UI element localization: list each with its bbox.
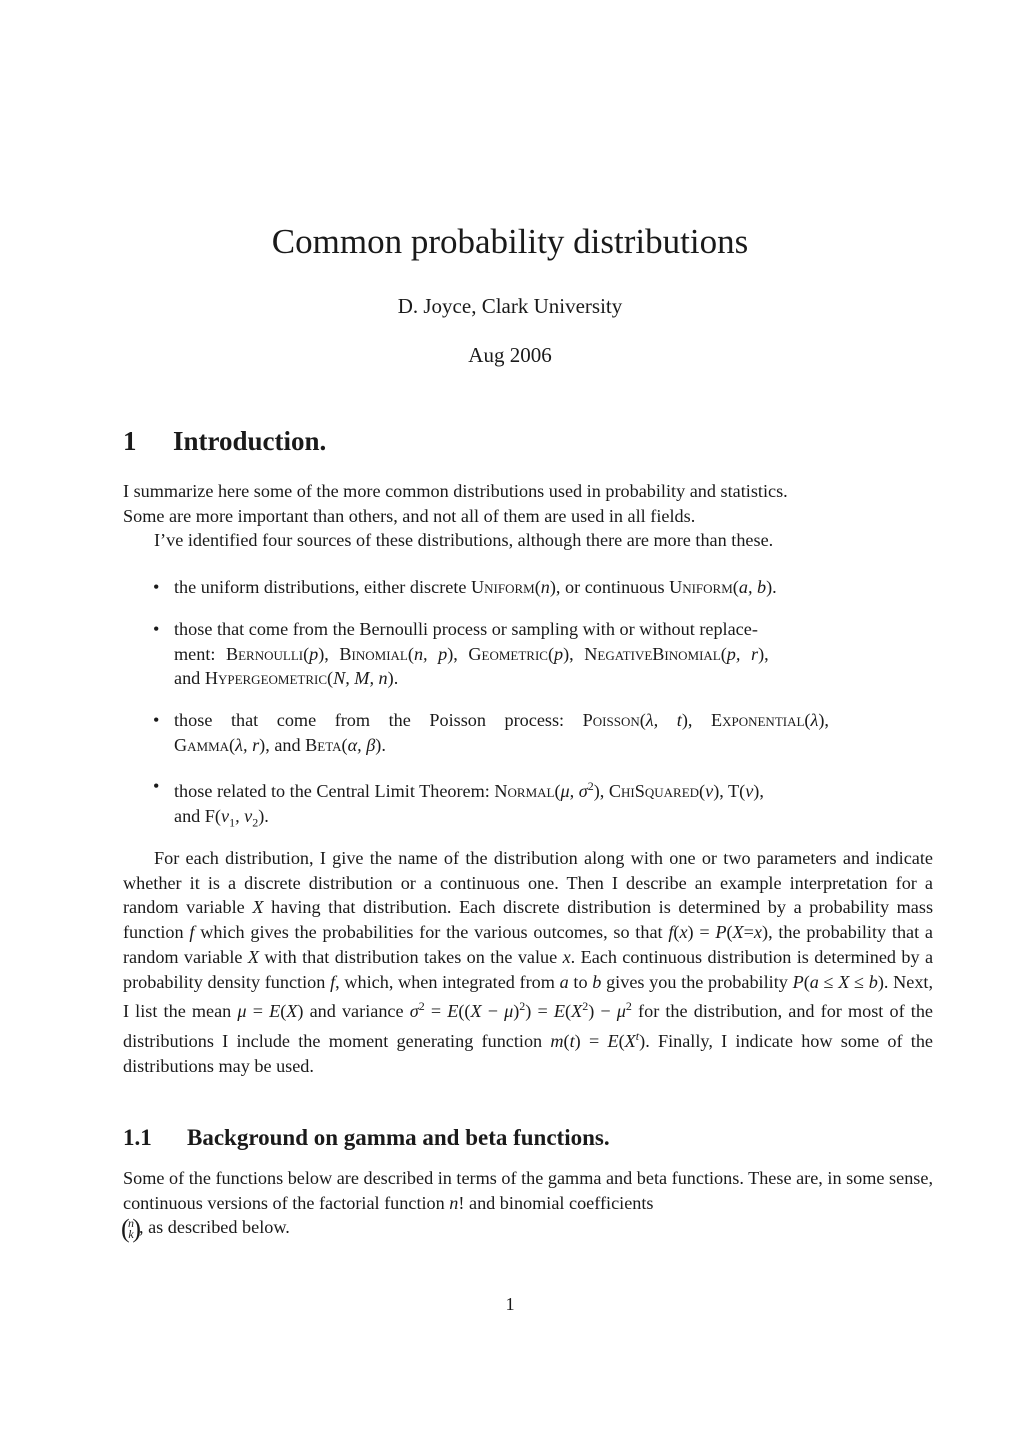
date-line: Aug 2006 — [468, 343, 552, 367]
intro-line-2: Some are more important than others, and not all of them are used in all fields. — [123, 505, 696, 526]
list-item-uniform: • the uniform distributions, either discrete Uniform(n), or continuous Uniform(a, b). — [174, 575, 933, 600]
bullet-icon: • — [153, 577, 160, 597]
subsection-number: 1.1 — [123, 1125, 152, 1150]
paper-title: Common probability distributions — [271, 222, 749, 261]
sources-paragraph: I’ve identified four sources of these distributions, although there are more than these. — [154, 530, 774, 550]
list-item-poisson: • those that come from the Poisson process: Poisson(λ, t), Exponential(λ), Gamma(λ, r), and Beta(α, β). — [153, 710, 829, 755]
page-number: 1 — [505, 1294, 515, 1314]
list-item-clt: • those related to the Central Limit Theorem: Normal(μ, $\sigma^2$), ChiSquared(ν), T(ν), and $F(\nu_1$, $\nu_2$). — [153, 776, 764, 830]
section-number: 1 — [123, 426, 137, 456]
section-heading-introduction — [123, 426, 326, 457]
section-title: Introduction. — [173, 426, 327, 456]
list-item-bernoulli: • those that come from the Bernoulli process or sampling with or without replace- ment: Bernoulli(p), Binomial(n, p), Geometric(p), NegativeBinomial(p, r), and Hypergeometric(N, M, n). — [153, 619, 769, 689]
bullet-icon: • — [153, 619, 160, 639]
bullet-icon: • — [153, 776, 160, 796]
bullet-icon: • — [153, 710, 160, 730]
subsection-title: Background on gamma and beta functions. — [187, 1125, 610, 1150]
intro-line-1: I summarize here some of the more common distributions used in probability and statistics. — [123, 481, 788, 501]
author-line: D. Joyce, Clark University — [397, 294, 623, 318]
intro-paragraph — [123, 479, 933, 528]
subsection-heading-gamma-beta — [123, 1125, 610, 1151]
binomial-coefficient: ( n k ) — [123, 1218, 139, 1240]
gamma-beta-paragraph: Some of the functions below are described in terms of the gamma and beta functions. These are, in some sense, continuous versions of the factorial function n! and binomial coefficients ( n k ) , as described below. — [123, 1166, 933, 1240]
distribution-description-paragraph: For each distribution, I give the name of the distribution along with one or two parameters and indicate whether it is a discrete distribution or a continuous one. Then I describe an example interpretation for a random variable X having that distribution. Each discrete distribution is determined by a probability mass function f which gives the probabilities for the various outcomes, so that f(x) = P(X=x), the probability that a random variable X with that distribution takes on the value x. Each continuous distribution is determined by a probability density function f, which, when integrated from a to b gives you the probability P(a ≤ X ≤ b). Next, I list the mean μ = E(X) and variance $\sigma^2 = E((X - \mu)^2) = E(X^2) - \mu^2$ for the distribution, and for most of the distributions I include the moment generating function $m(t) = E(X^t)$. Finally, I indicate how some of the distributions may be used. — [123, 848, 934, 1076]
